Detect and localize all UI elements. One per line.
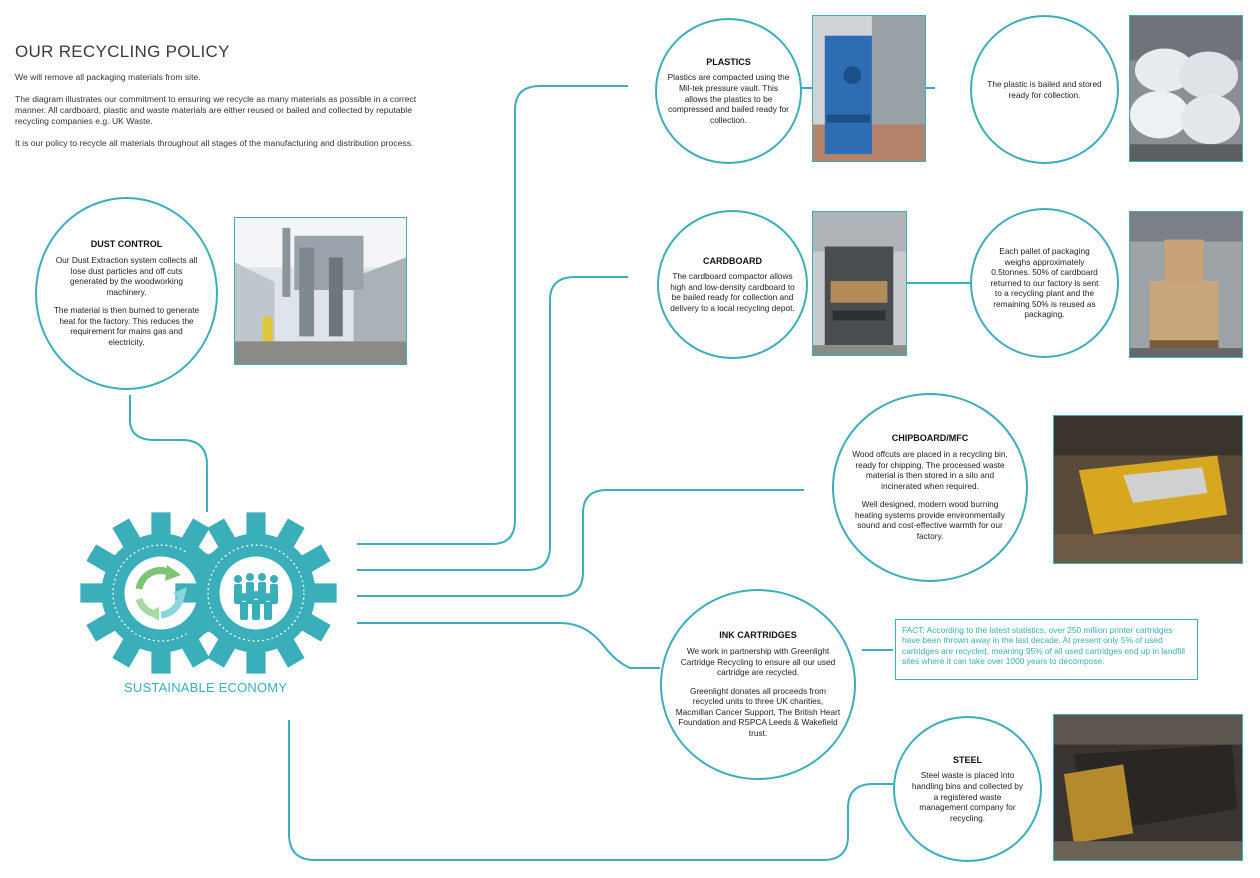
plastics-circle	[655, 18, 802, 164]
sustainable-economy-gears	[74, 509, 342, 677]
ink-cartridges-text: Greenlight donates all proceeds from recycled units to three UK charities, Macmillan Cancer Support, The British Heart Foundation and RSPCA Leeds & Wakefield trust.	[675, 685, 841, 739]
cardboard-title: CARDBOARD	[703, 255, 762, 266]
dust-control-text: The material is then burned to generate heat for the factory. This reduces the requirement for mains gas and electricity.	[53, 305, 200, 348]
steel-circle	[893, 716, 1042, 862]
plastics-text: Plastics are compacted using the Mil-tek pressure vault. This allows the plastics to be compressed and bailed ready for collection.	[667, 72, 790, 125]
dust-control-text: Our Dust Extraction system collects all lose dust particles and off cuts generated by the woodworking machinery.	[55, 254, 198, 297]
chipboard-title: CHIPBOARD/MFC	[891, 433, 969, 444]
cardboard-note-circle	[970, 208, 1119, 358]
plastics-compactor-photo	[812, 15, 926, 162]
plastics-note-circle	[970, 15, 1119, 164]
steel-title: STEEL	[952, 754, 982, 765]
intro-text	[15, 72, 425, 160]
cardboard-note-text: Each pallet of packaging weighs approximately 0.5tonnes. 50% of cardboard returned to our factory is sent to a recycling plant and the remaining 50% is reused as packaging.	[990, 245, 1099, 320]
chipboard-text: Wood offcuts are placed in a recycling bin, ready for chipping. The processed waste material is then stored in a silo and incinerated when required.	[852, 448, 1008, 491]
plastics-title: PLASTICS	[706, 56, 751, 67]
sustainable-economy-label: SUSTAINABLE ECONOMY	[124, 680, 288, 695]
chipboard-circle	[832, 393, 1028, 582]
page-title: OUR RECYCLING POLICY	[15, 42, 230, 61]
cardboard-compactor-photo	[812, 211, 907, 356]
ink-cartridges-title: INK CARTRIDGES	[719, 630, 797, 641]
plastic-bales-photo	[1129, 15, 1243, 162]
dust-extraction-photo	[234, 217, 407, 365]
cardboard-circle	[657, 210, 808, 359]
dust-control-title: DUST CONTROL	[90, 239, 163, 250]
fact-box: FACT: According to the latest statistics, over 250 million printer cartridges have been thrown away in the last decade. At present only 5% of used cartridges are recycled, meaning 95% of all used cartridges end up in landfill sites where it can take over 1000 years to decompose.	[895, 619, 1198, 680]
steel-text: Steel waste is placed into handling bins and collected by a registered waste management company for recycling.	[911, 770, 1024, 823]
ink-cartridges-text: We work in partnership with Greenlight Cartridge Recycling to ensure all our used cartridge are recycled.	[680, 645, 836, 678]
dust-control-circle	[35, 197, 218, 390]
chipboard-bin-photo	[1053, 415, 1243, 564]
plastics-note-text: The plastic is bailed and stored ready for collection.	[987, 78, 1102, 100]
intro-paragraph: We will remove all packaging materials from site.	[15, 72, 201, 82]
cardboard-bales-photo	[1129, 211, 1243, 358]
ink-cartridges-circle	[660, 589, 856, 780]
chipboard-text: Well designed, modern wood burning heating systems provide environmentally sound and cost-effective warmth for our factory.	[855, 499, 1005, 542]
intro-paragraph: The diagram illustrates our commitment to ensuring we recycle as many materials as possible in a correct manner. All cardboard, plastic and waste materials are either reused or bailed and collected by reputable recycling companies e.g. UK Waste.	[15, 94, 417, 126]
cardboard-text: The cardboard compactor allows high and low-density cardboard to be bailed ready for collection and delivery to a local recycling depot.	[670, 271, 795, 313]
steel-bin-photo	[1053, 714, 1243, 861]
intro-paragraph: It is our policy to recycle all materials throughout all stages of the manufacturing and distribution process.	[15, 138, 414, 148]
